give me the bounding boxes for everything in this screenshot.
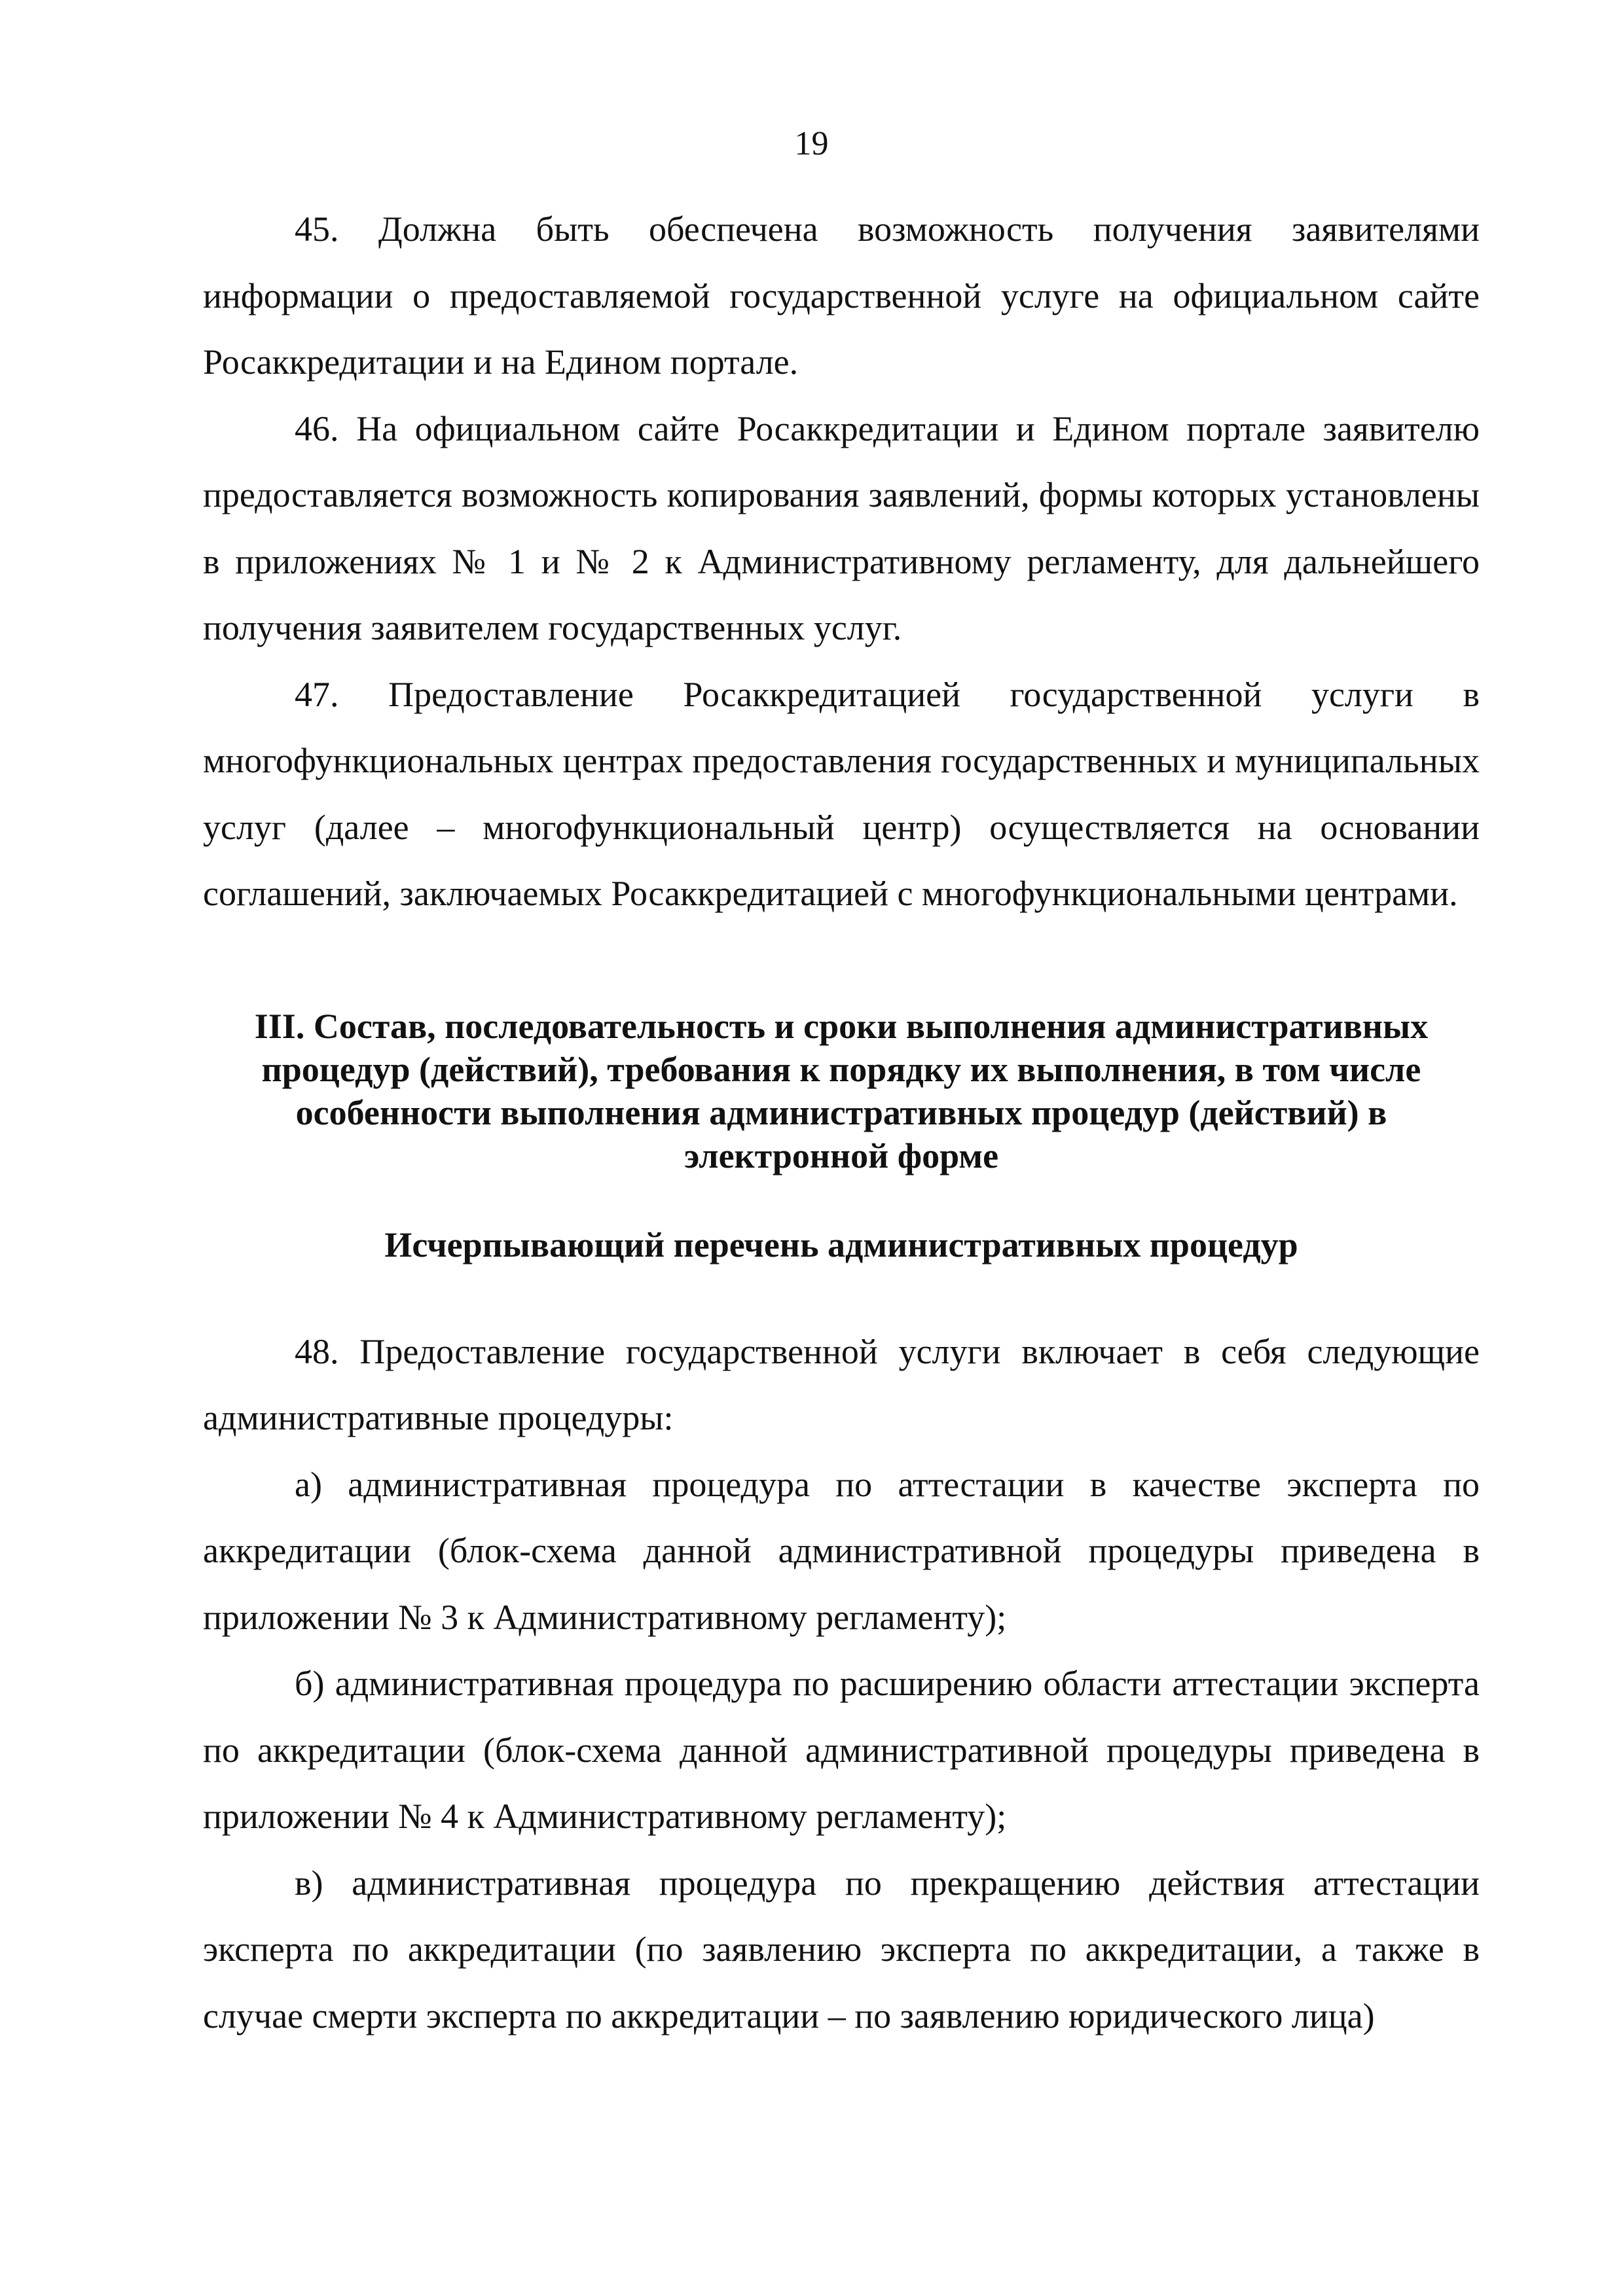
subheading-spacer	[203, 1177, 1480, 1223]
section-heading: III. Состав, последовательность и сроки выполнения административных процедур (действий), требования к порядку их выполнения, в том числе особенности выполнения административных процедур (действий) в электронной форме	[254, 1006, 1429, 1175]
section-spacer	[203, 927, 1480, 1005]
paragraph-spacer	[203, 1266, 1480, 1319]
paragraph-48-b: б) административная процедура по расширению области аттестации эксперта по аккредитации (блок-схема данной административной процедуры приведена в приложении № 4 к Административному регламенту);	[203, 1664, 1480, 1836]
paragraph-45: 45. Должна быть обеспечена возможность получения заявителями информации о предоставляемой государственной услуге на официальном сайте Росаккредитации и на Едином портале.	[203, 209, 1480, 382]
paragraph-47: 47. Предоставление Росаккредитацией государственной услуги в многофункциональных центрах предоставления государственных и муниципальных услуг (далее – многофункциональный центр) осуществляется на основании соглашений, заключаемых Росаккредитацией с многофункциональными центрами.	[203, 674, 1480, 913]
paragraph-48-v: в) административная процедура по прекращению действия аттестации эксперта по аккредитации (по заявлению эксперта по аккредитации, а также в случае смерти эксперта по аккредитации – по заявлению юридического лица)	[203, 1863, 1480, 2036]
subsection-heading: Исчерпывающий перечень административных процедур	[384, 1225, 1298, 1265]
page-number: 19	[794, 125, 829, 162]
paragraph-46: 46. На официальном сайте Росаккредитации и Едином портале заявителю предоставляется возможность копирования заявлений, формы которых установлены в приложениях № 1 и № 2 к Административному регламенту, для дальнейшего получения заявителем государственных услуг.	[203, 408, 1480, 647]
paragraph-48-a: а) административная процедура по аттестации в качестве эксперта по аккредитации (блок-схема данной административной процедуры приведена в приложении № 3 к Административному регламенту);	[203, 1464, 1480, 1637]
document-body	[203, 196, 1480, 2049]
paragraph-48: 48. Предоставление государственной услуги включает в себя следующие административные процедуры:	[203, 1331, 1480, 1437]
